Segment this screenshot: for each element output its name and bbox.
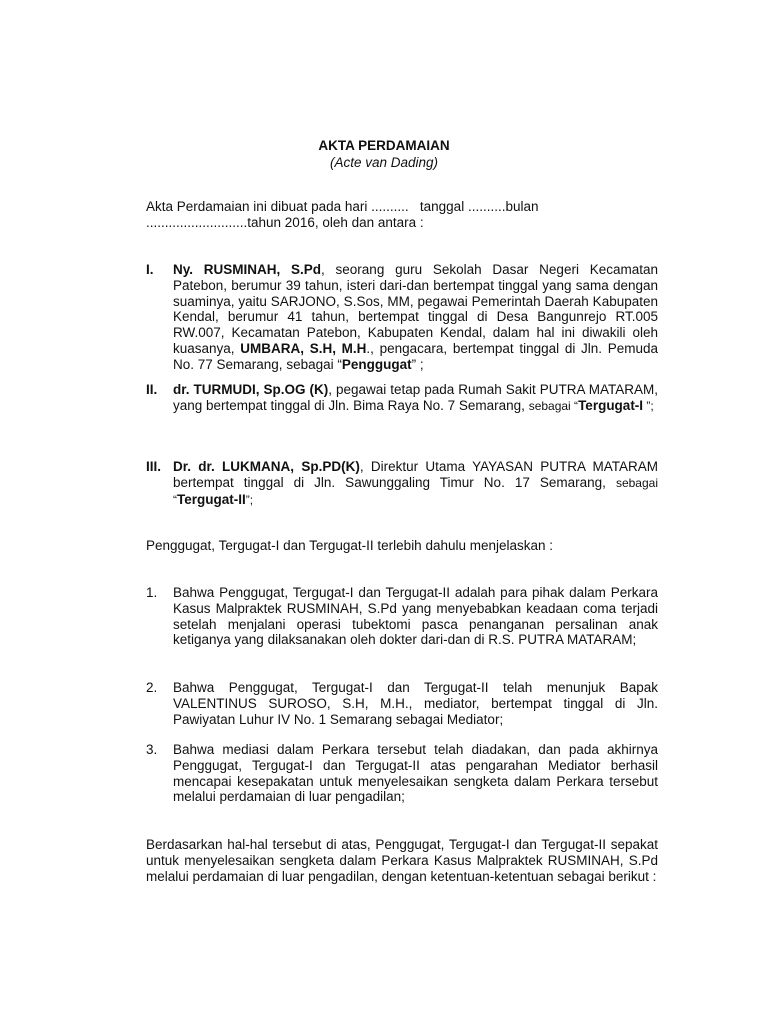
list-marker: 3. <box>146 742 158 757</box>
party-text <box>173 262 658 373</box>
party-item <box>146 382 658 415</box>
party-name: Dr. dr. LUKMANA, Sp.PD(K) <box>173 459 360 474</box>
document-subtitle: (Acte van Dading) <box>329 155 439 170</box>
list-item <box>146 585 658 648</box>
party-role-prefix: sebagai “ <box>173 475 658 507</box>
list-item <box>146 680 658 727</box>
party-marker: I. <box>146 262 154 277</box>
party-name: dr. TURMUDI, Sp.OG (K) <box>173 382 329 397</box>
list-marker: 2. <box>146 680 158 695</box>
party-role: Tergugat-II <box>177 491 246 507</box>
party-marker: III. <box>146 459 162 474</box>
party-description: , Direktur Utama YAYASAN PUTRA MATARAM bertempat tinggal di Jln. Sawunggaling Timur No. 17 Semarang, <box>173 459 658 490</box>
opening-line-1: Akta Perdamaian ini dibuat pada hari .......... tanggal ..........bulan <box>146 199 539 214</box>
list-marker: 1. <box>146 585 158 600</box>
party-text <box>173 382 658 415</box>
party-marker: II. <box>146 382 158 397</box>
list-text: Bahwa mediasi dalam Perkara tersebut telah diadakan, dan pada akhirnya Penggugat, Tergugat-I dan Tergugat-II atas pengarahan Mediator berhasil mencapai kesepakatan untuk menyelesaikan sengketa dalam Perkara tersebut melalui perdamaian di luar pengadilan; <box>173 742 658 805</box>
party-role-prefix: sebagai “ <box>528 398 579 413</box>
party-description: , seorang guru Sekolah Dasar Negeri Kecamatan Patebon, berumur 39 tahun, isteri dari-dan bertempat tinggal yang sama dengan suaminya, yaitu SARJONO, S.Sos, MM, pegawai Pemerintah Daerah Kabupaten Kendal, berumur 41 tahun, bertempat tinggal di Desa Bangunrejo RT.005 RW.007, Kecamatan Patebon, Kabupaten Kendal, dalam hal ini diwakili oleh kuasanya, <box>173 262 658 356</box>
list-item <box>146 742 658 805</box>
party-role-close: ”; <box>643 398 654 413</box>
party-role-close: ” ; <box>411 356 424 372</box>
party-text <box>173 459 658 508</box>
opening-line-2: ...........................tahun 2016, oleh dan antara : <box>146 214 424 230</box>
party-role: Tergugat-I <box>578 397 644 413</box>
closing-paragraph: Berdasarkan hal-hal tersebut di atas, Penggugat, Tergugat-I dan Tergugat-II sepakat untuk menyelesaikan sengketa dalam Perkara Kasus Malpraktek RUSMINAH, S.Pd melalui perdamaian di luar pengadilan, dengan ketentuan-ketentuan sebagai berikut : <box>146 837 658 884</box>
party-item <box>146 459 658 508</box>
party-item <box>146 262 658 373</box>
party-description: , pegawai tetap pada Rumah Sakit PUTRA MATARAM, yang bertempat tinggal di Jln. Bima Raya No. 7 Semarang, <box>173 382 658 413</box>
party-name: Ny. RUSMINAH, S.Pd <box>173 262 322 277</box>
list-text: Bahwa Penggugat, Tergugat-I dan Tergugat-II telah menunjuk Bapak VALENTINUS SUROSO, S.H, M.H., mediator, bertempat tinggal di Jln. Pawiyatan Luhur IV No. 1 Semarang sebagai Mediator; <box>173 680 658 727</box>
opening-paragraph <box>146 199 658 231</box>
document-title: AKTA PERDAMAIAN <box>318 138 450 153</box>
party-role-close: ”; <box>245 492 254 507</box>
attorney-name: UMBARA, S.H, M.H <box>240 340 367 356</box>
party-role: Penggugat <box>341 356 412 372</box>
list-text: Bahwa Penggugat, Tergugat-I dan Tergugat-II adalah para pihak dalam Perkara Kasus Malpraktek RUSMINAH, S.Pd yang menyebabkan keadaan coma terjadi setelah menjalani operasi tubektomi pasca penanganan persalinan anak ketiganya yang dilaksanakan oleh dokter dari-dan di R.S. PUTRA MATARAM; <box>173 585 658 648</box>
intro-paragraph: Penggugat, Tergugat-I dan Tergugat-II terlebih dahulu menjelaskan : <box>146 538 554 553</box>
party-description-2: ., pengacara, bertempat tinggal di Jln. Pemuda No. 77 Semarang, sebagai “ <box>173 340 659 372</box>
